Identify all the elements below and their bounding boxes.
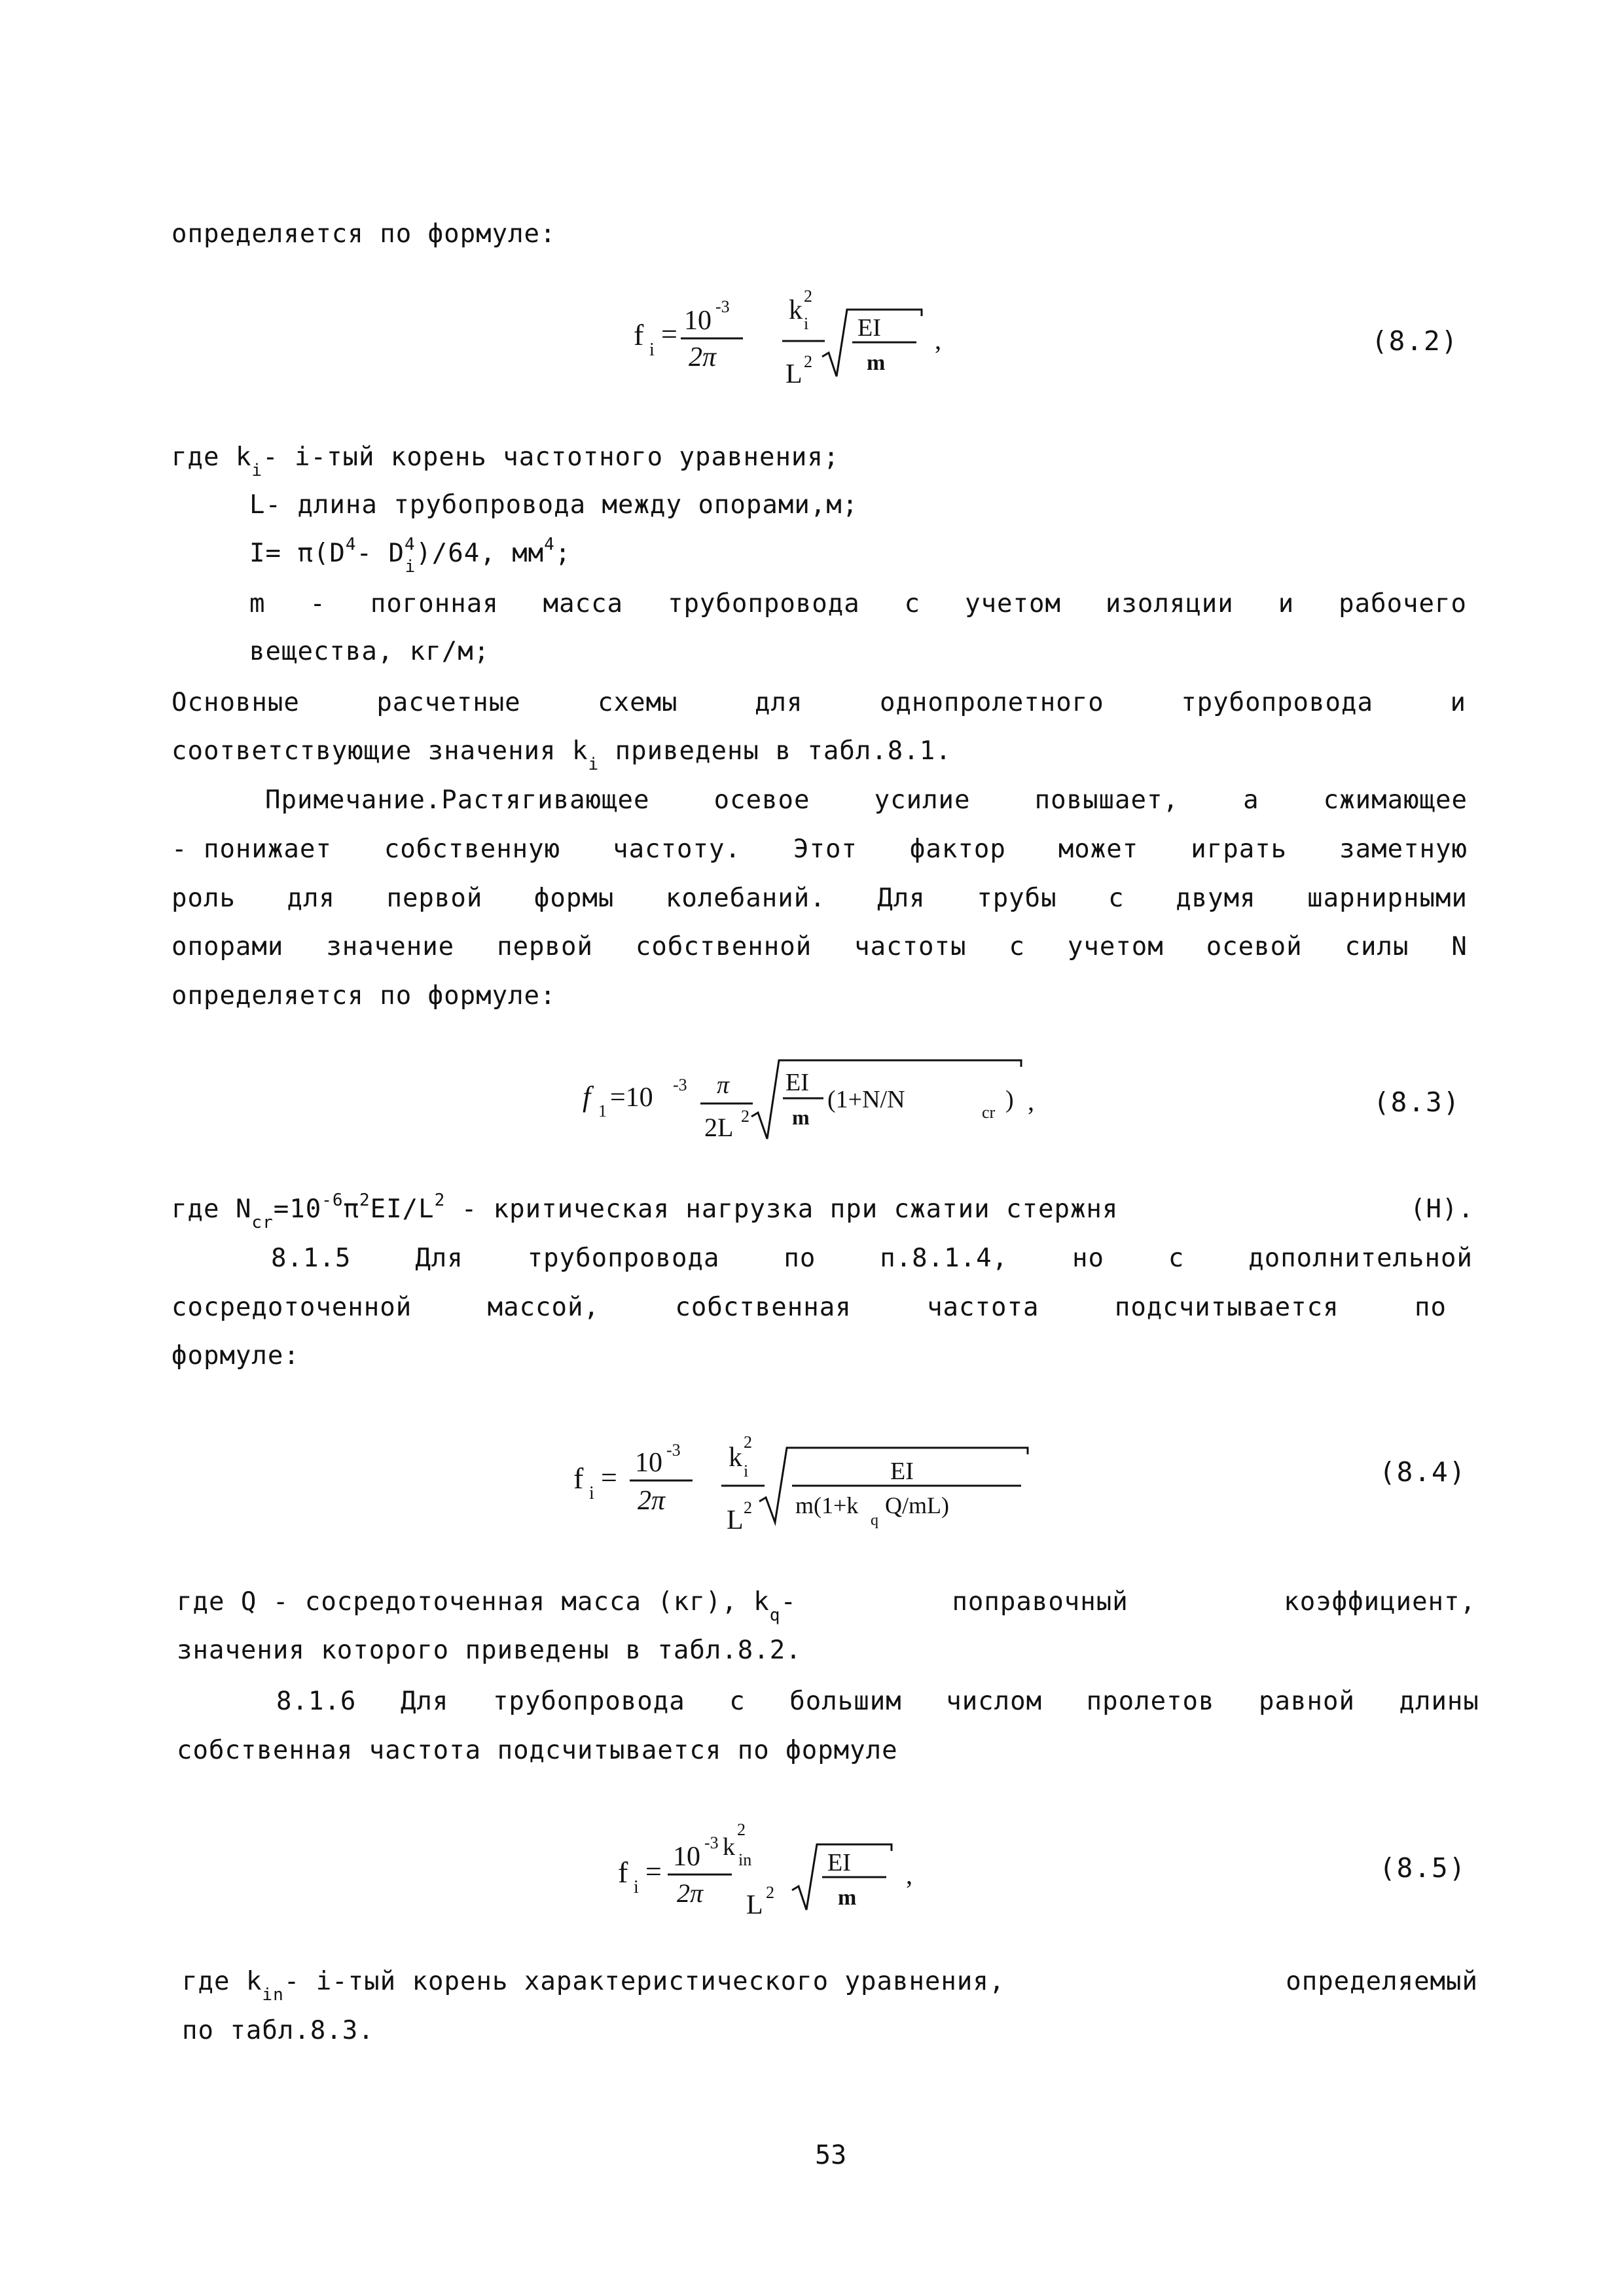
f82-num2-exp: 2 <box>804 287 812 306</box>
f85-num1b-exp: 2 <box>737 1820 746 1839</box>
f84-root-den-sub: q <box>871 1512 878 1529</box>
note-line-4: опорами значение первой собственной частоты с учетом осевой силы N <box>171 932 1468 961</box>
f83-root-tail-end: ) <box>1005 1086 1014 1113</box>
def-ki-symbol: k <box>235 442 252 472</box>
def-kin-cont: по табл.8.3. <box>182 2016 374 2045</box>
f83-root-tail-sub: cr <box>982 1103 996 1122</box>
formula-8-5 <box>609 1800 975 1927</box>
para-815-line-3: формуле: <box>171 1341 300 1371</box>
f83-root-num: EI <box>785 1069 809 1096</box>
f85-den1: 2π <box>677 1878 704 1908</box>
note-line-1: Примечание.Растягивающее осевое усилие повышает, а сжимающее <box>265 785 1468 815</box>
para-815-line-1: 8.1.5 Для трубопровода по п.8.1.4, но с дополнительной <box>271 1244 1473 1273</box>
f83-root-tail: (1+N/N <box>827 1086 905 1113</box>
def-q-line: где Q - сосредоточенная масса (кг), $k_q-$ поправочный коэффициент, <box>177 1587 1476 1625</box>
para-816-line-2: собственная частота подсчитывается по формуле <box>177 1736 898 1765</box>
svg-text:=: = <box>645 1856 662 1888</box>
f82-root-den: m <box>867 351 886 375</box>
f85-tail: , <box>906 1860 912 1890</box>
f83-exp: -3 <box>673 1075 687 1094</box>
def-q-cont: значения которого приведены в табл.8.2. <box>177 1636 802 1665</box>
f84-den2: L <box>727 1505 744 1535</box>
note-line-2: - понижает собственную частоту. Этот фактор может играть заметную <box>171 834 1468 864</box>
f85-num1: 10 <box>673 1842 700 1872</box>
formula-8-2 <box>628 278 995 399</box>
f85-den2-exp: 2 <box>766 1883 774 1902</box>
f82-num2-sub: i <box>804 314 809 333</box>
f82-num1: 10 <box>684 306 712 336</box>
para-815-line-2: сосредоточенной массой, собственная частота подсчитывается по <box>171 1293 1447 1322</box>
def-ncr-line: где $N_{cr}=10^{-6}\pi^2EI/L^2$ - критическая нагрузка при сжатии стержня (Н). <box>171 1191 1474 1232</box>
f82-lhs: f <box>634 318 644 351</box>
f85-root-den: m <box>838 1886 857 1910</box>
f84-root-den-a: m(1+k <box>795 1492 859 1518</box>
f82-num2: k <box>789 295 803 325</box>
f82-den2: L <box>785 359 803 389</box>
f82-lhs-sub: i <box>649 340 655 360</box>
f83-lhs-sub: 1 <box>598 1102 607 1121</box>
f85-den2: L <box>746 1890 763 1920</box>
f84-num2-sub: i <box>744 1462 749 1480</box>
eq-number-8-4: (8.4) <box>1379 1456 1467 1488</box>
f83-num: π <box>717 1071 730 1099</box>
f82-den1: 2π <box>689 342 717 372</box>
f84-lhs: f <box>573 1462 584 1495</box>
note-line-3: роль для первой формы колебаний. Для трубы с двумя шарнирными <box>171 884 1468 913</box>
eq-number-8-5: (8.5) <box>1379 1852 1467 1884</box>
f83-root-den: m <box>792 1105 810 1129</box>
f82-root-num: EI <box>857 314 881 342</box>
svg-text:=: = <box>661 318 677 350</box>
f84-num1-exp: -3 <box>666 1441 681 1460</box>
page-number: 53 <box>815 2140 847 2170</box>
f85-num1b: k <box>723 1833 735 1861</box>
para-schemes-line-2: соответствующие значения $k_i$ приведены в табл.8.1. <box>171 736 952 774</box>
f84-num1: 10 <box>635 1448 662 1478</box>
f85-lhs: f <box>618 1856 628 1889</box>
f82-den2-exp: 2 <box>804 352 812 371</box>
f84-root-den-b: Q/mL) <box>885 1492 949 1518</box>
f84-root-num: EI <box>890 1458 914 1485</box>
f83-eq: =10 <box>610 1083 653 1113</box>
formula-8-4 <box>569 1401 1041 1547</box>
formula-8-3 <box>576 1047 1074 1161</box>
def-m-cont: вещества, кг/м; <box>249 637 490 666</box>
eq-number-8-2: (8.2) <box>1371 325 1459 357</box>
note-line-5: определяется по формуле: <box>171 981 556 1011</box>
def-kin-line: где $k_{in}-$ i-тый корень характеристического уравнения, определяемый <box>182 1967 1478 2005</box>
f85-root-num: EI <box>827 1849 851 1876</box>
eq-number-8-3: (8.3) <box>1373 1086 1461 1118</box>
f84-lhs-sub: i <box>589 1483 594 1503</box>
def-I-line: $I= \pi(D^4-$ $D^4_i)/64$, $мм^4$; <box>249 535 571 577</box>
f83-tail: , <box>1028 1086 1034 1116</box>
intro-line: определяется по формуле: <box>171 219 556 249</box>
f85-num1-exp: -3 <box>704 1833 719 1852</box>
para-schemes-line-1: Основные расчетные схемы для однопролетного трубопровода и <box>171 688 1466 717</box>
f82-tail: , <box>935 325 941 355</box>
def-m-line: m - погонная масса трубопровода с учетом изоляции и рабочего <box>249 589 1467 619</box>
f85-num1b-sub: in <box>738 1850 752 1869</box>
para-816-line-1: 8.1.6 Для трубопровода с большим числом пролетов равной длины <box>276 1687 1479 1716</box>
f83-den: 2L <box>704 1113 734 1142</box>
f82-num1-exp: -3 <box>715 297 730 316</box>
f83-den-exp: 2 <box>741 1107 749 1126</box>
f84-den1: 2π <box>638 1486 666 1516</box>
f83-lhs: f <box>583 1081 591 1113</box>
f84-den2-exp: 2 <box>744 1498 752 1517</box>
def-ki-line: где $k_i-$ i-тый корень частотного уравнения; <box>171 442 840 480</box>
f84-num2-exp: 2 <box>744 1433 752 1452</box>
f84-num2: k <box>729 1443 742 1473</box>
f85-lhs-sub: i <box>634 1877 639 1897</box>
svg-text:=: = <box>601 1462 617 1494</box>
def-L-line: L- длина трубопровода между опорами,м; <box>249 490 859 520</box>
